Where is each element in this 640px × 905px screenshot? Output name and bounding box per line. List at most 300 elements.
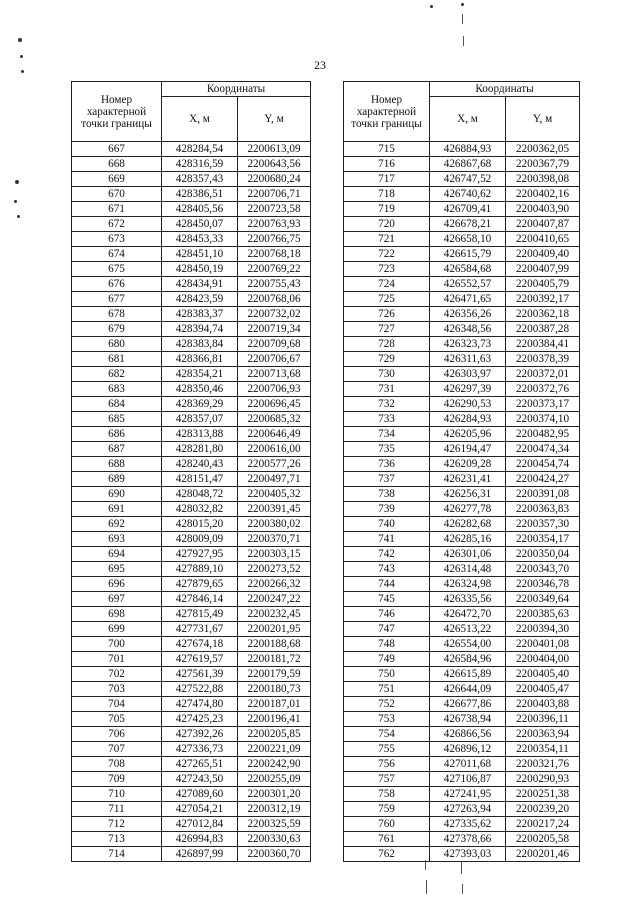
y-coordinate-cell: 2200407,99 — [506, 262, 580, 277]
table-row — [344, 592, 580, 607]
x-coordinate-cell: 427265,51 — [162, 757, 238, 772]
y-coordinate-cell: 2200766,75 — [238, 232, 311, 247]
y-coordinate-cell: 2200402,16 — [506, 187, 580, 202]
table-row — [344, 847, 580, 862]
table-row — [72, 322, 311, 337]
y-coordinate-cell: 2200405,40 — [506, 667, 580, 682]
x-coordinate-cell: 428394,74 — [162, 322, 238, 337]
x-coordinate-cell: 427054,21 — [162, 802, 238, 817]
table-row — [72, 247, 311, 262]
x-coordinate-cell: 428386,51 — [162, 187, 238, 202]
x-header: X, м — [162, 97, 238, 142]
x-coordinate-cell: 427106,87 — [430, 772, 506, 787]
y-coordinate-cell: 2200407,87 — [506, 217, 580, 232]
table-row — [72, 577, 311, 592]
y-coordinate-cell: 2200373,17 — [506, 397, 580, 412]
x-coordinate-cell: 426256,31 — [430, 487, 506, 502]
y-coordinate-cell: 2200242,90 — [238, 757, 311, 772]
y-coordinate-cell: 2200312,19 — [238, 802, 311, 817]
scan-speck — [18, 38, 22, 42]
y-coordinate-cell: 2200616,00 — [238, 442, 311, 457]
x-coordinate-cell: 427815,49 — [162, 607, 238, 622]
point-number-cell: 691 — [72, 502, 162, 517]
table-row — [72, 667, 311, 682]
y-coordinate-cell: 2200343,70 — [506, 562, 580, 577]
table-row — [344, 367, 580, 382]
x-coordinate-cell: 428450,07 — [162, 217, 238, 232]
x-coordinate-cell: 426311,63 — [430, 352, 506, 367]
x-coordinate-cell: 428383,84 — [162, 337, 238, 352]
x-coordinate-cell: 428451,10 — [162, 247, 238, 262]
table-row — [72, 352, 311, 367]
y-coordinate-cell: 2200205,58 — [506, 832, 580, 847]
y-coordinate-cell: 2200273,52 — [238, 562, 311, 577]
x-coordinate-cell: 428357,07 — [162, 412, 238, 427]
table-row — [72, 787, 311, 802]
point-number-cell: 730 — [344, 367, 430, 382]
x-coordinate-cell: 426994,83 — [162, 832, 238, 847]
table-row — [72, 337, 311, 352]
x-coordinate-cell: 426884,93 — [430, 142, 506, 157]
point-number-cell: 698 — [72, 607, 162, 622]
table-row — [344, 352, 580, 367]
table-row — [344, 697, 580, 712]
y-header: Y, м — [506, 97, 580, 142]
y-coordinate-cell: 2200363,83 — [506, 502, 580, 517]
y-coordinate-cell: 2200380,02 — [238, 517, 311, 532]
x-coordinate-cell: 426615,89 — [430, 667, 506, 682]
table-row — [72, 487, 311, 502]
x-coordinate-cell: 426552,57 — [430, 277, 506, 292]
y-coordinate-cell: 2200391,45 — [238, 502, 311, 517]
table-row — [344, 157, 580, 172]
x-coordinate-cell: 428284,54 — [162, 142, 238, 157]
table-row — [72, 562, 311, 577]
y-coordinate-cell: 2200330,63 — [238, 832, 311, 847]
table-row — [344, 487, 580, 502]
point-number-cell: 741 — [344, 532, 430, 547]
y-coordinate-cell: 2200239,20 — [506, 802, 580, 817]
table-row — [72, 802, 311, 817]
x-coordinate-cell: 426335,56 — [430, 592, 506, 607]
x-coordinate-cell: 426658,10 — [430, 232, 506, 247]
x-coordinate-cell: 427243,50 — [162, 772, 238, 787]
table-row — [72, 307, 311, 322]
y-coordinate-cell: 2200405,47 — [506, 682, 580, 697]
x-coordinate-cell: 426301,06 — [430, 547, 506, 562]
table-row — [344, 562, 580, 577]
y-coordinate-cell: 2200723,58 — [238, 202, 311, 217]
y-coordinate-cell: 2200768,06 — [238, 292, 311, 307]
table-row — [344, 637, 580, 652]
point-number-cell: 719 — [344, 202, 430, 217]
point-number-cell: 724 — [344, 277, 430, 292]
scan-mark — [462, 14, 463, 24]
y-coordinate-cell: 2200755,43 — [238, 277, 311, 292]
point-number-cell: 717 — [344, 172, 430, 187]
point-number-cell: 758 — [344, 787, 430, 802]
table-row — [344, 502, 580, 517]
table-row — [344, 442, 580, 457]
table-row — [72, 142, 311, 157]
point-number-cell: 700 — [72, 637, 162, 652]
scan-speck — [461, 3, 464, 6]
x-coordinate-cell: 426356,26 — [430, 307, 506, 322]
point-number-cell: 736 — [344, 457, 430, 472]
table-row — [344, 652, 580, 667]
table-row — [344, 142, 580, 157]
point-number-cell: 677 — [72, 292, 162, 307]
y-coordinate-cell: 2200350,04 — [506, 547, 580, 562]
point-number-cell: 738 — [344, 487, 430, 502]
y-coordinate-cell: 2200362,05 — [506, 142, 580, 157]
point-number-cell: 747 — [344, 622, 430, 637]
y-coordinate-cell: 2200354,17 — [506, 532, 580, 547]
y-coordinate-cell: 2200577,26 — [238, 457, 311, 472]
y-coordinate-cell: 2200385,63 — [506, 607, 580, 622]
point-number-cell: 672 — [72, 217, 162, 232]
y-coordinate-cell: 2200205,85 — [238, 727, 311, 742]
table-row — [72, 382, 311, 397]
x-coordinate-cell: 428350,46 — [162, 382, 238, 397]
y-coordinate-cell: 2200255,09 — [238, 772, 311, 787]
point-number-header: Номер характерной точки границы — [72, 82, 162, 142]
x-coordinate-cell: 427674,18 — [162, 637, 238, 652]
x-coordinate-cell: 428405,56 — [162, 202, 238, 217]
x-coordinate-cell: 426615,79 — [430, 247, 506, 262]
y-coordinate-cell: 2200378,39 — [506, 352, 580, 367]
table-row — [344, 787, 580, 802]
point-number-cell: 706 — [72, 727, 162, 742]
y-coordinate-cell: 2200719,34 — [238, 322, 311, 337]
point-number-cell: 751 — [344, 682, 430, 697]
y-coordinate-cell: 2200454,74 — [506, 457, 580, 472]
table-row — [72, 607, 311, 622]
x-coordinate-cell: 426747,52 — [430, 172, 506, 187]
x-coordinate-cell: 426554,00 — [430, 637, 506, 652]
table-row — [72, 442, 311, 457]
y-coordinate-cell: 2200410,65 — [506, 232, 580, 247]
y-coordinate-cell: 2200713,68 — [238, 367, 311, 382]
table-row — [72, 697, 311, 712]
coordinates-header: Координаты — [430, 82, 580, 97]
table-row — [72, 637, 311, 652]
point-number-cell: 740 — [344, 517, 430, 532]
y-coordinate-cell: 2200232,45 — [238, 607, 311, 622]
x-coordinate-cell: 426584,68 — [430, 262, 506, 277]
point-number-cell: 690 — [72, 487, 162, 502]
point-number-cell: 697 — [72, 592, 162, 607]
table-row — [72, 757, 311, 772]
table-row — [72, 277, 311, 292]
y-coordinate-cell: 2200680,24 — [238, 172, 311, 187]
x-coordinate-cell: 427522,88 — [162, 682, 238, 697]
table-row — [344, 397, 580, 412]
table-row — [72, 547, 311, 562]
point-number-cell: 711 — [72, 802, 162, 817]
x-coordinate-cell: 426348,56 — [430, 322, 506, 337]
table-row — [72, 832, 311, 847]
scan-speck — [17, 215, 20, 218]
x-coordinate-cell: 428453,33 — [162, 232, 238, 247]
point-number-cell: 734 — [344, 427, 430, 442]
coordinates-table-left — [71, 81, 311, 862]
point-number-cell: 703 — [72, 682, 162, 697]
x-coordinate-cell: 428354,21 — [162, 367, 238, 382]
y-coordinate-cell: 2200349,64 — [506, 592, 580, 607]
x-coordinate-cell: 428281,80 — [162, 442, 238, 457]
point-number-cell: 685 — [72, 412, 162, 427]
x-coordinate-cell: 426231,41 — [430, 472, 506, 487]
point-number-cell: 693 — [72, 532, 162, 547]
point-number-cell: 754 — [344, 727, 430, 742]
point-number-cell: 692 — [72, 517, 162, 532]
scan-speck — [21, 70, 24, 73]
x-coordinate-cell: 426644,09 — [430, 682, 506, 697]
point-number-cell: 725 — [344, 292, 430, 307]
point-number-cell: 678 — [72, 307, 162, 322]
x-coordinate-cell: 428423,59 — [162, 292, 238, 307]
x-coordinate-cell: 426209,28 — [430, 457, 506, 472]
point-number-cell: 733 — [344, 412, 430, 427]
y-coordinate-cell: 2200404,00 — [506, 652, 580, 667]
y-coordinate-cell: 2200643,56 — [238, 157, 311, 172]
y-coordinate-cell: 2200709,68 — [238, 337, 311, 352]
x-coordinate-cell: 428240,43 — [162, 457, 238, 472]
table-row — [344, 802, 580, 817]
y-coordinate-cell: 2200768,18 — [238, 247, 311, 262]
table-row — [72, 517, 311, 532]
point-number-cell: 731 — [344, 382, 430, 397]
y-coordinate-cell: 2200181,72 — [238, 652, 311, 667]
y-coordinate-cell: 2200247,22 — [238, 592, 311, 607]
y-coordinate-cell: 2200706,67 — [238, 352, 311, 367]
table-row — [344, 277, 580, 292]
x-header: X, м — [430, 97, 506, 142]
x-coordinate-cell: 427012,84 — [162, 817, 238, 832]
point-number-cell: 727 — [344, 322, 430, 337]
x-coordinate-cell: 428434,91 — [162, 277, 238, 292]
y-coordinate-cell: 2200391,08 — [506, 487, 580, 502]
table-row — [344, 727, 580, 742]
x-coordinate-cell: 428151,47 — [162, 472, 238, 487]
point-number-cell: 704 — [72, 697, 162, 712]
x-coordinate-cell: 427392,26 — [162, 727, 238, 742]
y-coordinate-cell: 2200217,24 — [506, 817, 580, 832]
x-coordinate-cell: 426897,99 — [162, 847, 238, 862]
x-coordinate-cell: 426513,22 — [430, 622, 506, 637]
x-coordinate-cell: 428316,59 — [162, 157, 238, 172]
x-coordinate-cell: 427425,23 — [162, 712, 238, 727]
point-number-cell: 735 — [344, 442, 430, 457]
x-coordinate-cell: 426205,96 — [430, 427, 506, 442]
table-row — [72, 682, 311, 697]
y-coordinate-cell: 2200474,34 — [506, 442, 580, 457]
table-row — [72, 772, 311, 787]
table-row — [72, 367, 311, 382]
y-coordinate-cell: 2200360,70 — [238, 847, 311, 862]
y-coordinate-cell: 2200482,95 — [506, 427, 580, 442]
x-coordinate-cell: 427393,03 — [430, 847, 506, 862]
y-coordinate-cell: 2200392,17 — [506, 292, 580, 307]
x-coordinate-cell: 426323,73 — [430, 337, 506, 352]
table-row — [344, 187, 580, 202]
y-coordinate-cell: 2200290,93 — [506, 772, 580, 787]
x-coordinate-cell: 428450,19 — [162, 262, 238, 277]
x-coordinate-cell: 426324,98 — [430, 577, 506, 592]
table-row — [72, 502, 311, 517]
y-coordinate-cell: 2200196,41 — [238, 712, 311, 727]
x-coordinate-cell: 426303,97 — [430, 367, 506, 382]
x-coordinate-cell: 426738,94 — [430, 712, 506, 727]
y-coordinate-cell: 2200646,49 — [238, 427, 311, 442]
table-row — [344, 307, 580, 322]
x-coordinate-cell: 428048,72 — [162, 487, 238, 502]
point-number-cell: 670 — [72, 187, 162, 202]
point-number-cell: 742 — [344, 547, 430, 562]
table-row — [72, 232, 311, 247]
x-coordinate-cell: 428032,82 — [162, 502, 238, 517]
y-coordinate-cell: 2200424,27 — [506, 472, 580, 487]
point-number-cell: 746 — [344, 607, 430, 622]
y-coordinate-cell: 2200403,90 — [506, 202, 580, 217]
y-coordinate-cell: 2200301,20 — [238, 787, 311, 802]
table-row — [72, 622, 311, 637]
table-row — [344, 382, 580, 397]
y-coordinate-cell: 2200354,11 — [506, 742, 580, 757]
table-row — [344, 202, 580, 217]
point-number-cell: 687 — [72, 442, 162, 457]
y-coordinate-cell: 2200201,46 — [506, 847, 580, 862]
table-row — [344, 427, 580, 442]
y-coordinate-cell: 2200221,09 — [238, 742, 311, 757]
y-coordinate-cell: 2200706,71 — [238, 187, 311, 202]
table-row — [344, 247, 580, 262]
y-coordinate-cell: 2200179,59 — [238, 667, 311, 682]
point-number-cell: 702 — [72, 667, 162, 682]
point-number-cell: 722 — [344, 247, 430, 262]
table-row — [72, 262, 311, 277]
point-number-cell: 723 — [344, 262, 430, 277]
x-coordinate-cell: 426277,78 — [430, 502, 506, 517]
y-coordinate-cell: 2200325,59 — [238, 817, 311, 832]
table-row — [344, 217, 580, 232]
y-coordinate-cell: 2200613,09 — [238, 142, 311, 157]
point-number-cell: 748 — [344, 637, 430, 652]
point-number-cell: 707 — [72, 742, 162, 757]
x-coordinate-cell: 427263,94 — [430, 802, 506, 817]
point-number-cell: 760 — [344, 817, 430, 832]
y-coordinate-cell: 2200188,68 — [238, 637, 311, 652]
point-number-cell: 755 — [344, 742, 430, 757]
y-header: Y, м — [238, 97, 311, 142]
table-row — [344, 607, 580, 622]
table-row — [72, 652, 311, 667]
y-coordinate-cell: 2200367,79 — [506, 157, 580, 172]
point-number-cell: 689 — [72, 472, 162, 487]
x-coordinate-cell: 427378,66 — [430, 832, 506, 847]
y-coordinate-cell: 2200362,18 — [506, 307, 580, 322]
point-number-cell: 682 — [72, 367, 162, 382]
point-number-cell: 745 — [344, 592, 430, 607]
point-number-cell: 715 — [344, 142, 430, 157]
point-number-cell: 739 — [344, 502, 430, 517]
x-coordinate-cell: 428313,88 — [162, 427, 238, 442]
y-coordinate-cell: 2200398,08 — [506, 172, 580, 187]
point-number-cell: 757 — [344, 772, 430, 787]
point-number-cell: 694 — [72, 547, 162, 562]
scan-mark — [463, 36, 464, 46]
x-coordinate-cell: 427089,60 — [162, 787, 238, 802]
table-row — [72, 712, 311, 727]
table-row — [344, 517, 580, 532]
table-row — [72, 157, 311, 172]
x-coordinate-cell: 426314,48 — [430, 562, 506, 577]
x-coordinate-cell: 426740,62 — [430, 187, 506, 202]
table-row — [72, 217, 311, 232]
point-number-cell: 708 — [72, 757, 162, 772]
x-coordinate-cell: 427879,65 — [162, 577, 238, 592]
y-coordinate-cell: 2200180,73 — [238, 682, 311, 697]
point-number-cell: 759 — [344, 802, 430, 817]
table-row — [344, 817, 580, 832]
x-coordinate-cell: 428015,20 — [162, 517, 238, 532]
point-number-cell: 671 — [72, 202, 162, 217]
table-row — [344, 742, 580, 757]
table-row — [344, 322, 580, 337]
point-number-cell: 680 — [72, 337, 162, 352]
point-number-cell: 699 — [72, 622, 162, 637]
y-coordinate-cell: 2200201,95 — [238, 622, 311, 637]
x-coordinate-cell: 426584,96 — [430, 652, 506, 667]
y-coordinate-cell: 2200706,93 — [238, 382, 311, 397]
x-coordinate-cell: 426284,93 — [430, 412, 506, 427]
y-coordinate-cell: 2200405,79 — [506, 277, 580, 292]
table-row — [72, 847, 311, 862]
point-number-cell: 684 — [72, 397, 162, 412]
y-coordinate-cell: 2200769,22 — [238, 262, 311, 277]
x-coordinate-cell: 427619,57 — [162, 652, 238, 667]
table-row — [72, 727, 311, 742]
y-coordinate-cell: 2200401,08 — [506, 637, 580, 652]
y-coordinate-cell: 2200187,01 — [238, 697, 311, 712]
y-coordinate-cell: 2200732,02 — [238, 307, 311, 322]
x-coordinate-cell: 428366,81 — [162, 352, 238, 367]
y-coordinate-cell: 2200394,30 — [506, 622, 580, 637]
x-coordinate-cell: 427241,95 — [430, 787, 506, 802]
point-number-cell: 686 — [72, 427, 162, 442]
x-coordinate-cell: 428009,09 — [162, 532, 238, 547]
x-coordinate-cell: 427336,73 — [162, 742, 238, 757]
table-row — [344, 547, 580, 562]
y-coordinate-cell: 2200266,32 — [238, 577, 311, 592]
y-coordinate-cell: 2200251,38 — [506, 787, 580, 802]
scan-speck — [20, 55, 23, 58]
point-number-cell: 709 — [72, 772, 162, 787]
y-coordinate-cell: 2200696,45 — [238, 397, 311, 412]
point-number-cell: 720 — [344, 217, 430, 232]
x-coordinate-cell: 428369,29 — [162, 397, 238, 412]
y-coordinate-cell: 2200763,93 — [238, 217, 311, 232]
y-coordinate-cell: 2200384,41 — [506, 337, 580, 352]
point-number-cell: 729 — [344, 352, 430, 367]
table-row — [72, 817, 311, 832]
x-coordinate-cell: 426282,68 — [430, 517, 506, 532]
point-number-cell: 683 — [72, 382, 162, 397]
x-coordinate-cell: 426678,21 — [430, 217, 506, 232]
table-row — [344, 337, 580, 352]
y-coordinate-cell: 2200357,30 — [506, 517, 580, 532]
